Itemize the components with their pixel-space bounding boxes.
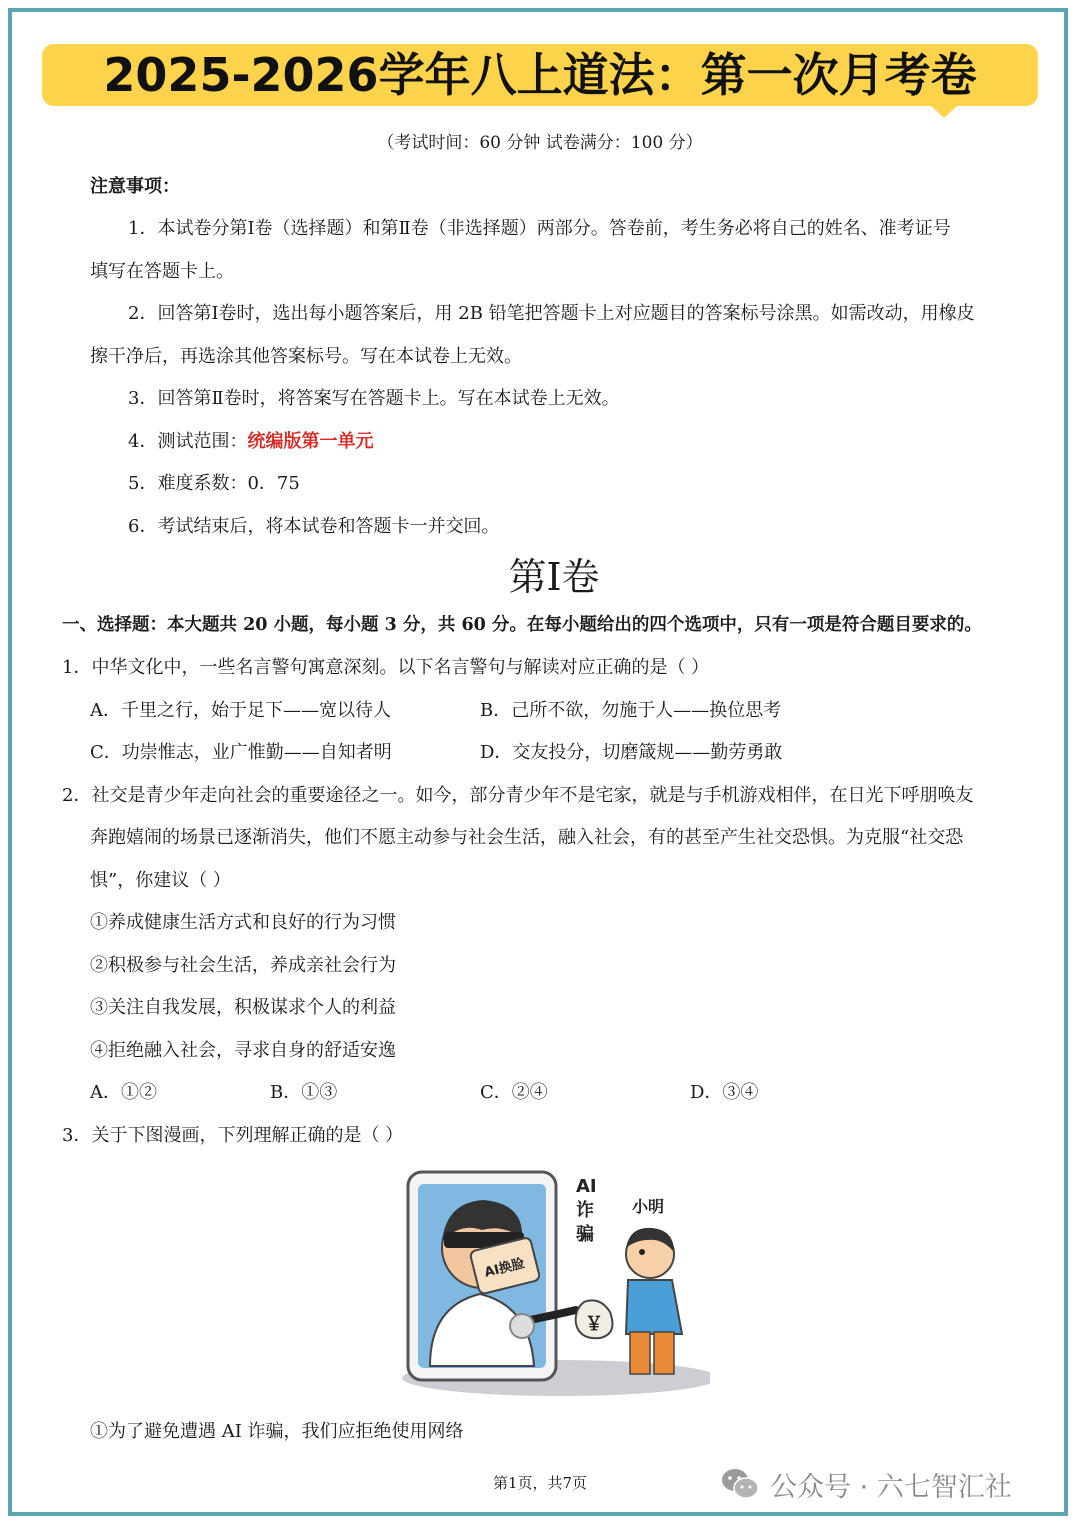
q3-statement-1: ①为了避免遭遇 AI 诈骗，我们应拒绝使用网络 — [90, 1421, 464, 1442]
q2-statement-2: ②积极参与社会生活，养成亲社会行为 — [90, 955, 396, 976]
phone-button — [510, 1314, 534, 1338]
q2-option-a: A．①② — [90, 1082, 157, 1103]
title-banner — [42, 44, 1038, 106]
notice-item-2-cont: 擦干净后，再选涂其他答案标号。写在本试卷上无效。 — [90, 346, 522, 367]
q1-option-a: A．千里之行，始于足下——宽以待人 — [90, 700, 391, 721]
notice-item-4-label: 4．测试范围： — [128, 431, 248, 452]
boy-name-label: 小明 — [632, 1197, 665, 1216]
q2-statement-4: ④拒绝融入社会，寻求自身的舒适安逸 — [90, 1040, 396, 1061]
notice-item-1-cont: 填写在答题卡上。 — [90, 261, 234, 282]
watermark — [720, 1462, 1012, 1506]
notice-item-6: 6．考试结束后，将本试卷和答题卡一并交回。 — [128, 516, 500, 537]
q2-stem-cont: 奔跑嬉闹的场景已逐渐消失，他们不愿主动参与社会生活，融入社会，有的甚至产生社交恐惧。为克服“社交恐 — [90, 827, 964, 848]
q2-statement-3: ③关注自我发展，积极谋求个人的利益 — [90, 997, 396, 1018]
scam-sign-line-2: 诈 — [576, 1200, 594, 1221]
notice-heading: 注意事项： — [90, 176, 180, 197]
ai-scam-cartoon — [400, 1166, 710, 1398]
boy-eye — [639, 1249, 645, 1255]
q1-option-d: D．交友投分，切磨箴规——勤劳勇敢 — [480, 742, 783, 763]
notice-item-3: 3．回答第Ⅱ卷时，将答案写在答题卡上。写在本试卷上无效。 — [128, 388, 620, 409]
section-title: 第Ⅰ卷 — [508, 555, 600, 599]
test-scope: 统编版第一单元 — [247, 431, 374, 452]
notice-item-4 — [128, 427, 373, 453]
q1-option-c: C．功崇惟志，业广惟勤——自知者明 — [90, 742, 392, 763]
q1-stem: 1．中华文化中，一些名言警句寓意深刻。以下名言警句与解读对应正确的是（ ） — [62, 657, 710, 678]
scam-sign-line-3: 骗 — [576, 1224, 594, 1245]
q2-option-c: C．②④ — [480, 1082, 548, 1103]
q2-statement-1: ①养成健康生活方式和良好的行为习惯 — [90, 912, 396, 933]
q2-option-b: B．①③ — [270, 1082, 338, 1103]
notice-item-2: 2．回答第Ⅰ卷时，选出每小题答案后，用 2B 铅笔把答题卡上对应题目的答案标号涂黑。如需改动，用橡皮 — [128, 303, 975, 324]
notice-item-1: 1．本试卷分第Ⅰ卷（选择题）和第Ⅱ卷（非选择题）两部分。答卷前，考生务必将自己的姓名、准考证号 — [128, 218, 951, 239]
money-symbol: ￥ — [585, 1314, 603, 1335]
q2-stem-end: 惧”，你建议（ ） — [90, 870, 231, 891]
boy-leg-left — [630, 1332, 650, 1374]
q2-option-d: D．③④ — [690, 1082, 759, 1103]
mask-label: AI换脸 — [482, 1256, 527, 1281]
exam-subtitle: （考试时间：60 分钟 试卷满分：100 分） — [377, 133, 703, 153]
notice-item-5: 5．难度系数：0．75 — [128, 473, 300, 494]
scam-sign-line-1: AI — [576, 1176, 597, 1197]
q3-stem: 3．关于下图漫画，下列理解正确的是（ ） — [62, 1125, 404, 1146]
part-heading: 一、选择题：本大题共 20 小题，每小题 3 分，共 60 分。在每小题给出的四个选项中，只有一项是符合题目要求的。 — [62, 615, 982, 635]
watermark-text: 公众号 · 六七智汇社 — [770, 1471, 1012, 1503]
boy-shirt — [626, 1280, 682, 1334]
q1-option-b: B．己所不欲，勿施于人——换位思考 — [480, 700, 782, 721]
exam-title: 2025-2026学年八上道法：第一次月考卷 — [103, 48, 977, 102]
boy-leg-right — [654, 1332, 674, 1374]
q2-stem: 2．社交是青少年走向社会的重要途径之一。如今，部分青少年不是宅家，就是与手机游戏相伴，在日光下呼朋唤友 — [62, 785, 974, 806]
page-number: 第1页，共7页 — [492, 1474, 588, 1492]
wechat-icon — [720, 1467, 760, 1501]
